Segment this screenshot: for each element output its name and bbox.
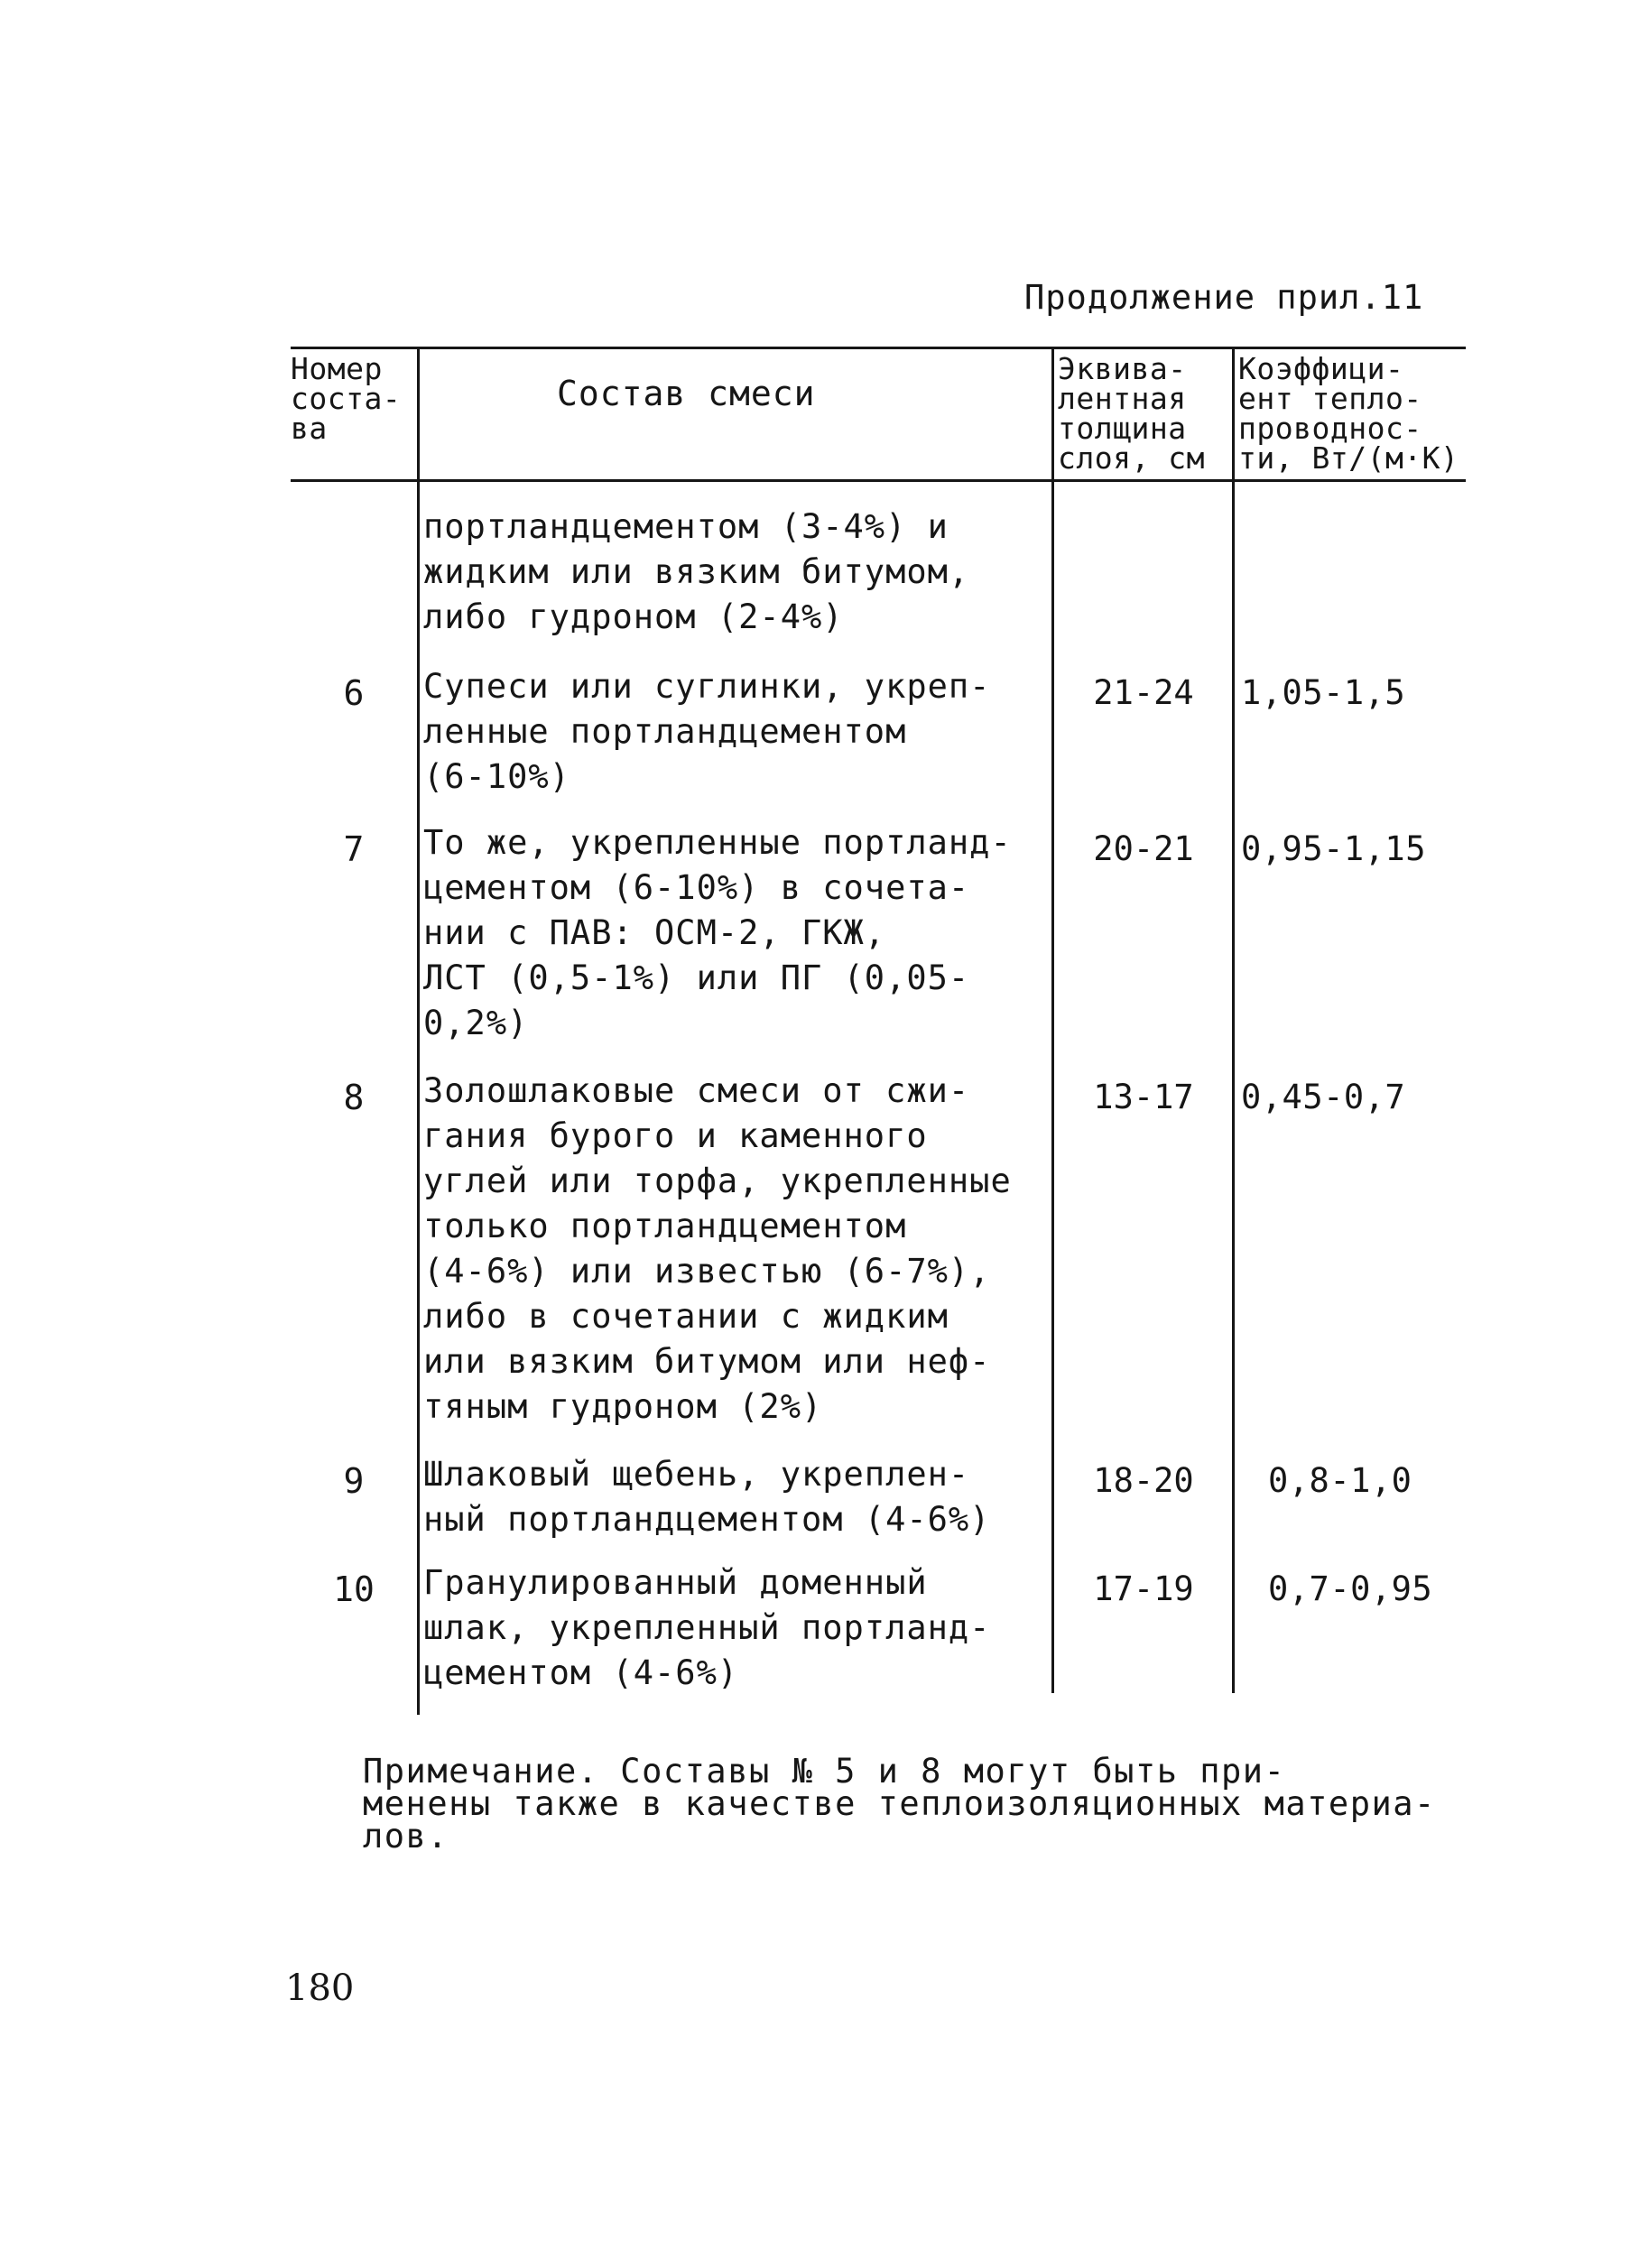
- table-row-5-conductivity: 0,7-0,95: [1268, 1569, 1433, 1608]
- header-conductivity: Коэффици- ент тепло- проводнос- ти, Вт/(м·К): [1238, 351, 1459, 476]
- header-composition: Состав смеси: [557, 374, 816, 413]
- continuation-label: Продолжение прил.11: [1024, 278, 1424, 317]
- table-row-1-number: 6: [343, 673, 365, 713]
- table-row-2-composition: То же, укрепленные портланд- цементом (6-10%) в сочета- нии с ПАВ: ОСМ-2, ГКЖ, ЛСТ (0,5-1%) или ПГ (0,05- 0,2%): [423, 823, 1012, 1042]
- table-row-4-conductivity: 0,8-1,0: [1268, 1461, 1412, 1500]
- table-row-4-thickness: 18-20: [1093, 1461, 1194, 1500]
- table-row-5-number: 10: [333, 1569, 375, 1609]
- table-top-rule: [291, 347, 1466, 349]
- table-row-1-thickness: 21-24: [1093, 673, 1194, 712]
- table-row-2-number: 7: [343, 829, 365, 869]
- table-row-1-composition: Супеси или суглинки, укреп- ленные портландцементом (6-10%): [423, 667, 991, 796]
- table-row-1-conductivity: 1,05-1,5: [1241, 673, 1406, 712]
- table-note: Примечание. Составы № 5 и 8 могут быть при- менены также в качестве теплоизоляционных материа- лов.: [363, 1752, 1436, 1856]
- header-thickness: Эквива- лентная толщина слоя, см: [1058, 351, 1205, 476]
- page-number: 180: [285, 1967, 355, 2009]
- table-row-3-thickness: 13-17: [1093, 1078, 1194, 1116]
- table-row-4-composition: Шлаковый щебень, укреплен- ный портландцементом (4-6%): [423, 1455, 991, 1539]
- table-row-3-conductivity: 0,45-0,7: [1241, 1078, 1406, 1116]
- table-row-3-number: 8: [343, 1078, 365, 1117]
- table-row-0-composition: портландцементом (3-4%) и жидким или вязким битумом, либо гудроном (2-4%): [423, 507, 970, 636]
- table-row-3-composition: Золошлаковые смеси от сжи- гания бурого и каменного углей или торфа, укрепленные только портландцементом (4-6%) или известью (6-7%), либо в сочетании с жидким или вязким битумом или неф- тяным гудроном (2%): [423, 1071, 1012, 1426]
- table-row-2-thickness: 20-21: [1093, 829, 1194, 868]
- column-divider-number: [417, 347, 420, 1715]
- table-row-2-conductivity: 0,95-1,15: [1241, 829, 1426, 868]
- table-row-5-thickness: 17-19: [1093, 1569, 1194, 1608]
- table-header-rule: [291, 479, 1466, 482]
- composition-table: [291, 347, 1466, 1715]
- table-row-4-number: 9: [343, 1461, 365, 1501]
- table-row-5-composition: Гранулированный доменный шлак, укрепленный портланд- цементом (4-6%): [423, 1563, 991, 1692]
- header-number: Номер соста- ва: [291, 351, 402, 446]
